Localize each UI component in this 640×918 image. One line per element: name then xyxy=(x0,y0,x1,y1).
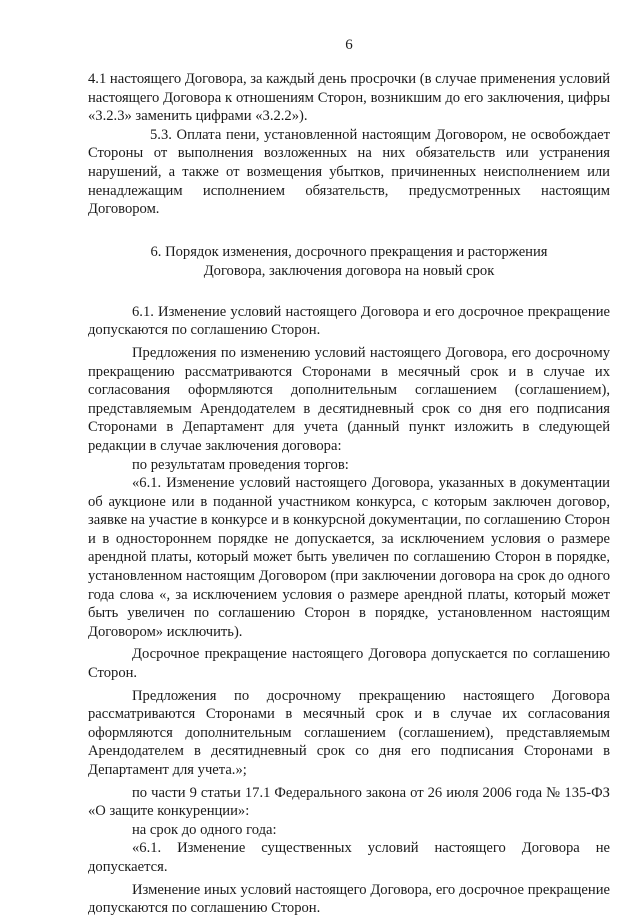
paragraph-other-conditions: Изменение иных условий настоящего Договора, его досрочное прекращение допускаются по соглашению Сторон. xyxy=(88,881,610,917)
paragraph-termination-proposals: Предложения по досрочному прекращению настоящего Договора рассматриваются Сторонами в месячный срок и в случае их согласования оформляются дополнительным соглашением (соглашением), представляемым Арендодателем в десятидневный срок со дня его подписания Сторонами в Департамент для учета.»; xyxy=(88,687,610,778)
paragraph-6-1-essential: «6.1. Изменение существенных условий настоящего Договора не допускается. xyxy=(88,840,610,875)
section-6-heading xyxy=(88,243,610,281)
paragraph-6-1: 6.1. Изменение условий настоящего Договора и его досрочное прекращение допускаются по соглашению Сторон. xyxy=(88,303,610,339)
paragraph-5-3: 5.3. Оплата пени, установленной настоящим Договором, не освобождает Стороны от выполнения возложенных на них обязательств или устранения нарушений, а также от возмещения убытков, причиненных неисполнением или ненадлежащим исполнением обязательств, предусмотренных настоящим Договором. xyxy=(88,126,610,218)
page-number: 6 xyxy=(345,37,353,53)
paragraph-proposals: Предложения по изменению условий настоящего Договора, его досрочному прекращению рассматриваются Сторонами в месячный срок и в случае их согласования оформляются дополнительным соглашением (соглашением), представляемым Арендодателем в десятидневный срок со дня его подписания Сторонами в Департамент для учета (данный пункт изложить в следующей редакции в случае заключения договора: xyxy=(88,344,610,454)
paragraph-one-year: на срок до одного года: xyxy=(132,821,277,838)
paragraph-federal-law: по части 9 статьи 17.1 Федерального закона от 26 июля 2006 года № 135-ФЗ «О защите конкуренции»: xyxy=(88,784,610,820)
paragraph-tenders: по результатам проведения торгов: xyxy=(132,456,349,473)
paragraph-early-termination: Досрочное прекращение настоящего Договора допускается по соглашению Сторон. xyxy=(88,646,610,682)
section-heading-line-1: 6. Порядок изменения, досрочного прекращения и расторжения xyxy=(150,243,548,260)
paragraph-6-1-auction: «6.1. Изменение условий настоящего Договора, указанных в документации об аукционе или в поданной участником конкурса, с которым заключен договор, заявке на участие в конкурсе и в конкурсной документации, по соглашению Сторон и в одностороннем порядке не допускается, за исключением условия о размере арендной платы, который может быть увеличен по соглашению Сторон в порядке, установленном настоящим Договором (при заключении договора на срок до одного года слова «, за исключением условия о размере арендной платы, который может быть увеличен по соглашению Сторон в порядке, установленном настоящим Договором» исключить). xyxy=(88,475,610,640)
document-body xyxy=(88,70,610,918)
section-heading-line-2: Договора, заключения договора на новый срок xyxy=(203,262,495,279)
paragraph-4-1-continuation: 4.1 настоящего Договора, за каждый день просрочки (в случае применения условий настоящего Договора к отношениям Сторон, возникшим до его заключения, цифры «3.2.3» заменить цифрами «3.2.2»). xyxy=(88,71,610,125)
